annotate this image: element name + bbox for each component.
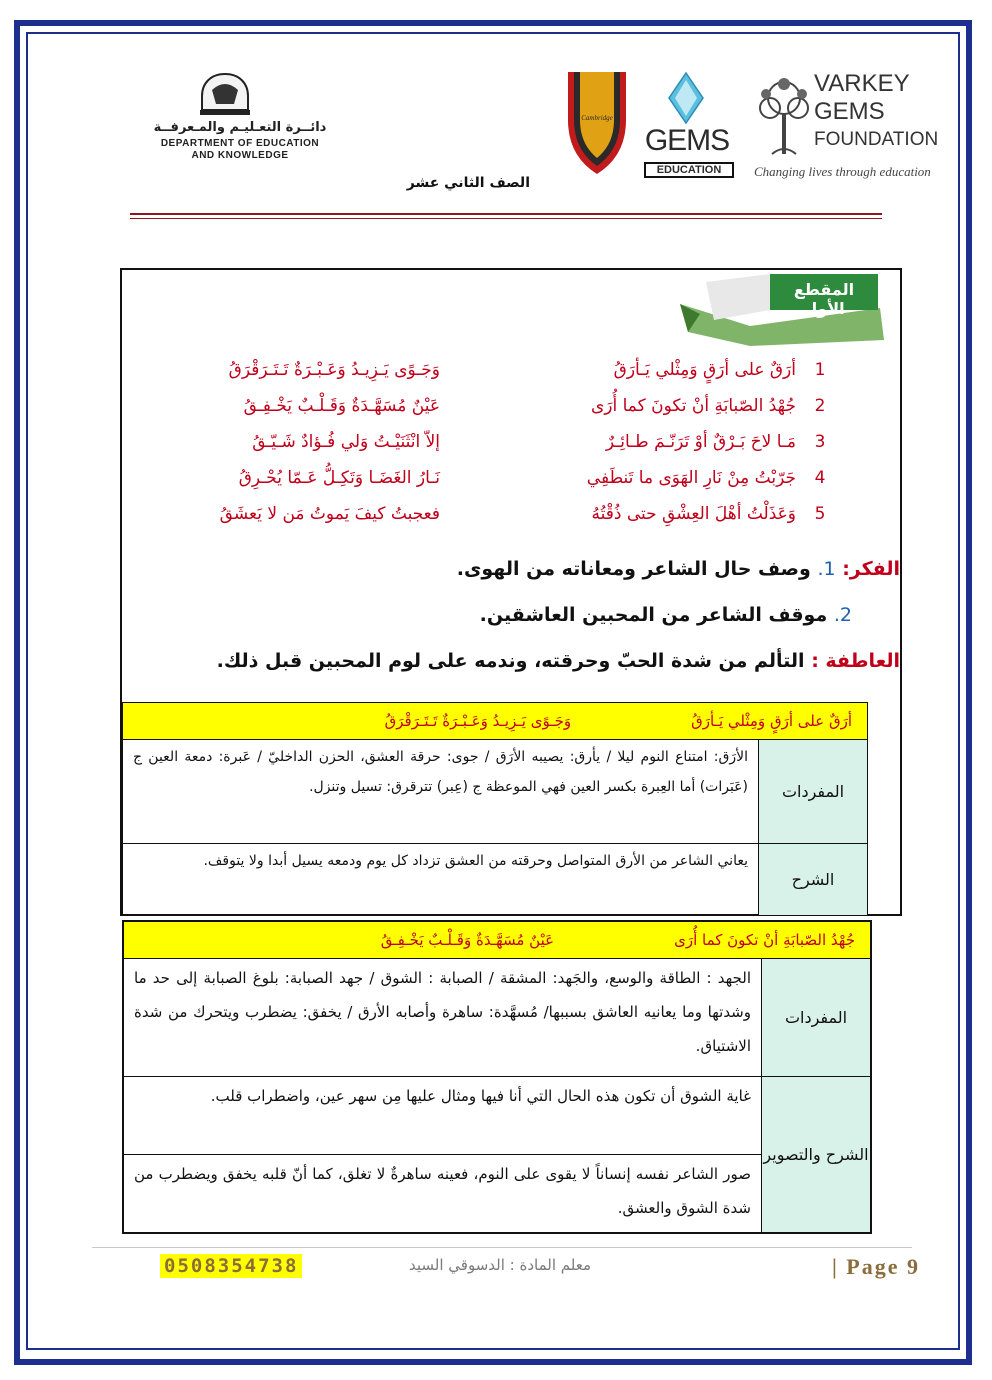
verse-first-hemistich: جَرّبْتُ مِنْ نَارِ الهَوَى ما تَنطَفِي	[586, 468, 796, 488]
poem-verse	[150, 500, 830, 536]
teacher-name: معلم المادة : الدسوقي السيد	[409, 1256, 591, 1274]
cambridge-shield-logo	[566, 70, 628, 176]
diamond-icon	[668, 72, 704, 124]
verse-first-hemistich: أرَقٌ على أرَقٍ وَمِثْلي يَـأرَقُ	[613, 360, 796, 380]
imagery-text: صور الشاعر نفسه إنساناً لا يقوى على النوم، فعينه ساهرةٌ لا تغلق، كما أنّ قلبه يخفق ويضطرب من شدة الشوق والعشق.	[123, 1155, 762, 1233]
verse-number: 5	[814, 504, 826, 524]
gems-subtitle: EDUCATION	[644, 162, 734, 178]
idea-number: 1.	[817, 558, 836, 580]
ideas-label: الفكر:	[842, 558, 900, 580]
adek-logo	[80, 70, 410, 160]
verse-first-hemistich: وَعَذَلْتُ أهْلَ العِشْقِ حتى ذُقْتُهُ	[591, 504, 796, 524]
explain-text: يعاني الشاعر من الأرق المتواصل وحرقته من العشق تزداد كل يوم ودمعه يسيل أبدا ولا يتوقف.	[123, 844, 759, 916]
verse-number: 1	[814, 360, 826, 380]
footer-rule	[92, 1247, 912, 1248]
falcon-emblem-icon	[190, 70, 260, 118]
adek-english-name-2: AND KNOWLEDGE	[191, 150, 289, 161]
idea-text: موقف الشاعر من المحبين العاشقين.	[479, 604, 828, 626]
gems-logo	[644, 72, 730, 182]
header-first-hemistich: جُهْدُ الصّبابَةِ أنْ تكونَ كما أُرَى	[674, 931, 855, 949]
varkey-foundation-logo	[752, 70, 939, 188]
idea-row	[140, 604, 900, 650]
explain-label: الشرح والتصوير	[762, 1077, 872, 1233]
teacher-phone: 0508354738	[160, 1254, 302, 1278]
poem-verse	[150, 356, 830, 392]
emotion-label: العاطفة :	[811, 650, 900, 672]
cambridge-label: Cambridge	[581, 114, 613, 122]
header-rule	[130, 213, 882, 215]
header-second-hemistich: وَجَـوًى يَـزِيـدُ وَعَـبْـرَةٌ تَـتَـرَقْرَقُ	[384, 712, 572, 730]
verse-second-hemistich: نَـارُ الغَضَـا وَتَكِـلُّ عَـمّا يُحْـرِقُ	[238, 468, 440, 488]
section-banner	[680, 274, 888, 348]
vocab-text: الأرَق: امتناع النوم ليلا / يأرق: يصيبه الأرَق / جوى: حرقة العشق، الحزن الداخليّ / عَبرة: دمعة العين ج (عَبَرات) أما العِبرة بكسر العين فهي الموعظة ج (عِبر) تترقرق: تسيل وتنزل.	[123, 740, 759, 844]
poem-verses	[150, 356, 830, 536]
verse-second-hemistich: إلاّ انْثَنَيْـتُ وَلي فُـؤادٌ شَـيّـقُ	[252, 432, 440, 452]
explain-text: غاية الشوق أن تكون هذه الحال التي أنا فيها ومثال عليها مِن سهر عين، واضطراب قلب.	[123, 1077, 762, 1155]
section-title: المقطع الأول	[793, 280, 855, 318]
verse-number: 4	[814, 468, 826, 488]
page-footer	[160, 1254, 920, 1286]
verse1-analysis-table	[122, 702, 868, 916]
adek-english-name-1: DEPARTMENT OF EDUCATION	[160, 138, 320, 149]
page-number: | Page 9	[831, 1254, 920, 1279]
poem-verse	[150, 464, 830, 500]
idea-text: وصف حال الشاعر ومعاناته من الهوى.	[456, 558, 811, 580]
table-header	[123, 921, 871, 959]
emotion-text: التألم من شدة الحبّ وحرقته، وندمه على لوم المحبين قبل ذلك.	[216, 650, 805, 672]
poem-verse	[150, 428, 830, 464]
ideas-section	[140, 558, 900, 650]
adek-arabic-name: دائــرة التعـليـم والمـعرفــة	[153, 120, 327, 135]
header-first-hemistich: أرَقٌ على أرَقٍ وَمِثْلي يَـأرَقُ	[691, 712, 852, 730]
tree-icon	[752, 74, 816, 158]
gems-title: GEMS	[644, 124, 730, 157]
varkey-line-2: GEMS	[814, 98, 885, 125]
verse-first-hemistich: مَـا لاحَ بَـرْقٌ أوْ تَرَنّـمَ طـائِـرٌ	[605, 432, 796, 452]
verse-second-hemistich: عَيْنٌ مُسَهَّـدَةٌ وَقَـلْـبٌ يَخْـفِـقُ	[243, 396, 440, 416]
vocab-text: الجهد : الطاقة والوسع، والجَهد: المشقة / الصبابة : الشوق / جهد الصبابة: بلوغ الصبابة إلى حد ما وشدتها وما يعانيه العاشق بسببها/ مُسهَّدة: ساهرة وأصابه الأرق / يخفق: يضطرب ويتحرك من شدة الاشتياق.	[123, 959, 762, 1077]
emotion-section	[140, 650, 900, 672]
varkey-line-1: VARKEY	[814, 70, 910, 97]
idea-row	[140, 558, 900, 604]
vocab-label: المفردات	[762, 959, 872, 1077]
grade-label: الصف الثاني عشر	[406, 175, 530, 191]
verse-second-hemistich: وَجَـوًى يَـزِيـدُ وَعَـبْـرَةٌ تَـتَـرَقْرَقُ	[228, 360, 440, 380]
verse-number: 3	[814, 432, 826, 452]
verse-second-hemistich: فعجبتُ كيفَ يَموتُ مَن لا يَعشَقُ	[219, 504, 440, 524]
header-rule-thin	[130, 218, 882, 219]
poem-verse	[150, 392, 830, 428]
varkey-line-3: FOUNDATION	[814, 129, 939, 150]
verse-number: 2	[814, 396, 826, 416]
idea-number: 2.	[833, 604, 852, 626]
header-second-hemistich: عَيْنٌ مُسَهَّـدَةٌ وَقَـلْـبٌ يَخْـفِـقُ	[380, 931, 555, 949]
explain-label: الشرح	[759, 844, 868, 916]
varkey-tagline: Changing lives through education	[754, 164, 931, 179]
verse2-analysis-table	[122, 920, 872, 1234]
verse-first-hemistich: جُهْدُ الصّبابَةِ أنْ تكونَ كما أُرَى	[590, 396, 796, 416]
table-header	[123, 703, 868, 740]
vocab-label: المفردات	[759, 740, 868, 844]
